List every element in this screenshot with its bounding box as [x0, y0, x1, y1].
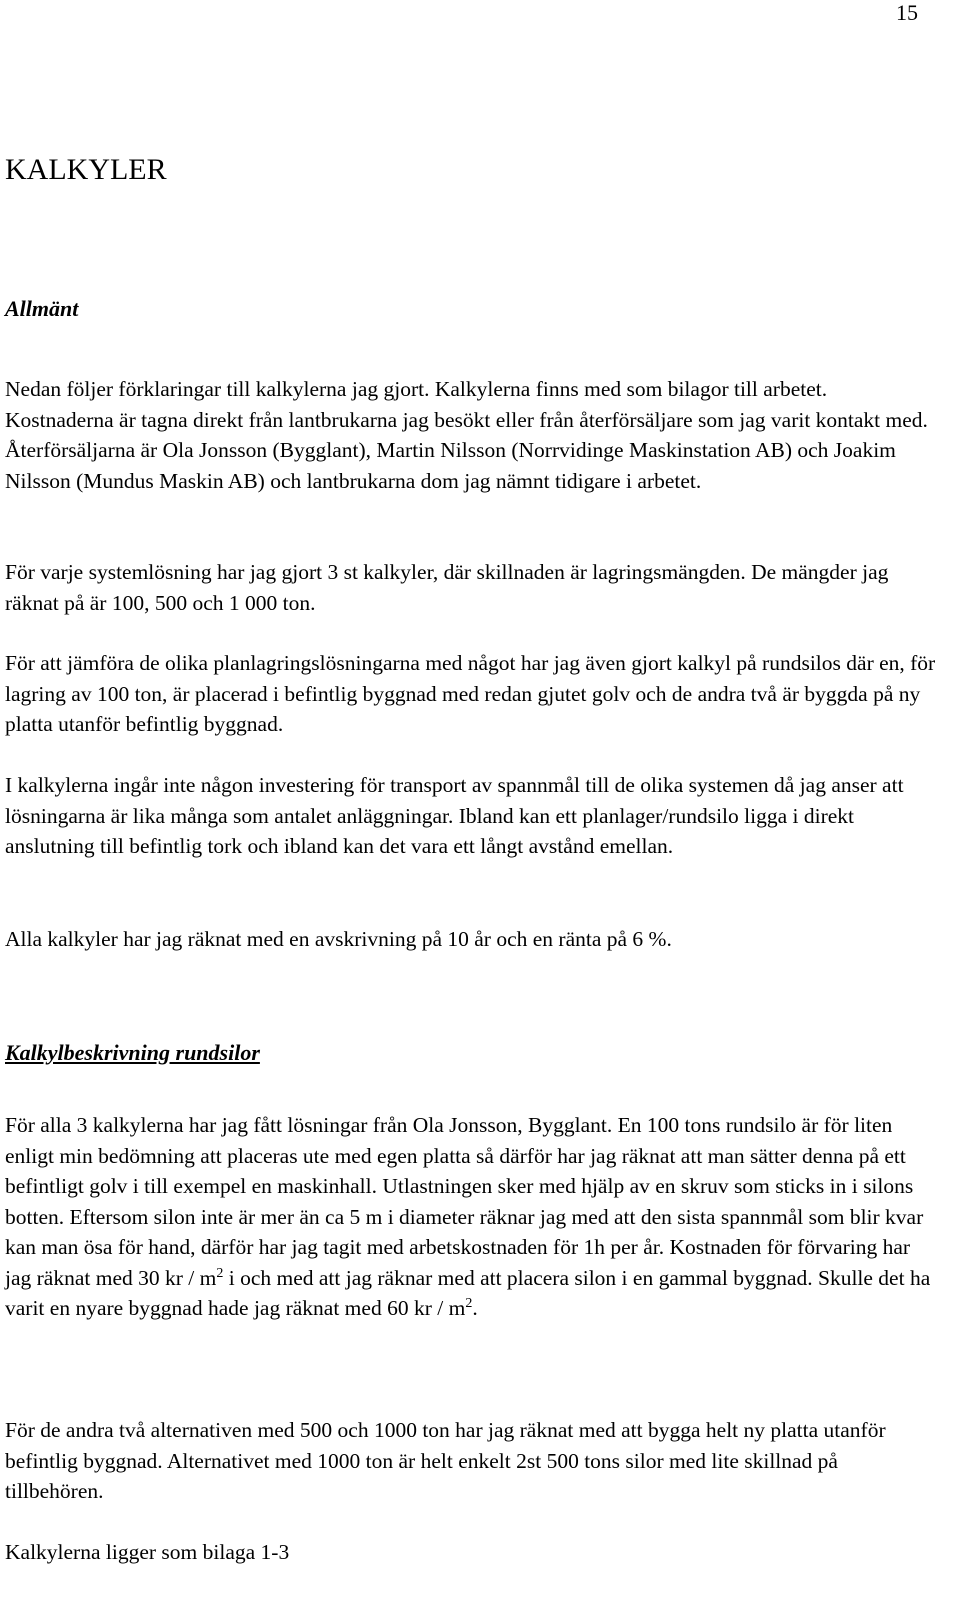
paragraph-comparison: För att jämföra de olika planlagringslösningarna med något har jag även gjort kalkyl på rundsilos där en, för lagring av 100 ton, är placerad i befintlig byggnad med redan gjutet golv och de andra två är byggda på ny platta utanför befintlig byggnad. — [5, 651, 936, 736]
paragraph-alternatives: För de andra två alternativen med 500 och 1000 ton har jag räknat med att bygga helt ny platta utanför befintlig byggnad. Alternativet med 1000 ton är helt enkelt 2st 500 tons silor med lite skillnad på tillbehören. — [5, 1418, 886, 1503]
paragraph-transport: I kalkylerna ingår inte någon investering för transport av spannmål till de olika systemen då jag anser att lösningarna är lika många som antalet anläggningar. Ibland kan ett planlager/rundsilo ligga i direkt anslutning till befintlig tork och ibland kan det vara ett långt avstånd emellan. — [5, 773, 904, 858]
paragraph-round-silos — [5, 1110, 940, 1324]
superscript-squared: 2 — [216, 1265, 224, 1281]
paragraph-round-silos-part3: . — [472, 1296, 478, 1320]
section-heading-allmant: Allmänt — [5, 296, 79, 321]
section-heading-kalkylbeskrivning: Kalkylbeskrivning rundsilor — [5, 1040, 260, 1065]
paragraph-depreciation: Alla kalkyler har jag räknat med en avskrivning på 10 år och en ränta på 6 %. — [5, 927, 672, 951]
paragraph-intro: Nedan följer förklaringar till kalkylerna jag gjort. Kalkylerna finns med som bilagor till arbetet. Kostnaderna är tagna direkt från lantbrukarna jag besökt eller från återförsäljare som jag varit kontakt med. Återförsäljarna är Ola Jonsson (Bygglant), Martin Nilsson (Norrvidinge Maskinstation AB) och Joakim Nilsson (Mundus Maskin AB) och lantbrukarna dom jag nämnt tidigare i arbetet. — [5, 377, 928, 493]
paragraph-round-silos-part1: För alla 3 kalkylerna har jag fått lösningar från Ola Jonsson, Bygglant. En 100 tons rundsilo är för liten enligt min bedömning att placeras ute med egen platta så därför har jag räknat att man sätter denna på ett befintligt golv i till exempel en maskinhall. Utlastningen sker med hjälp av en skruv som sticks in i silons botten. Eftersom silon inte är mer än ca 5 m i diameter räknar jag med att den sista spannmål som blir kvar kan man ösa för hand, därför har jag tagit med arbetskostnaden för 1h per år. Kostnaden för förvaring har jag räknat med 30 kr / m — [5, 1113, 924, 1290]
chapter-title: KALKYLER — [5, 153, 167, 186]
paragraph-appendix-reference: Kalkylerna ligger som bilaga 1-3 — [5, 1540, 290, 1564]
page-number: 15 — [896, 0, 918, 25]
paragraph-round-silos-part2: i och med att jag räknar med att placera silon i en gammal byggnad. Skulle det ha varit en nyare byggnad hade jag räknat med 60 kr / m — [5, 1265, 931, 1320]
paragraph-system-calculations: För varje systemlösning har jag gjort 3 st kalkyler, där skillnaden är lagringsmängden. De mängder jag räknat på är 100, 500 och 1 000 ton. — [5, 560, 889, 615]
superscript-squared: 2 — [465, 1295, 473, 1311]
